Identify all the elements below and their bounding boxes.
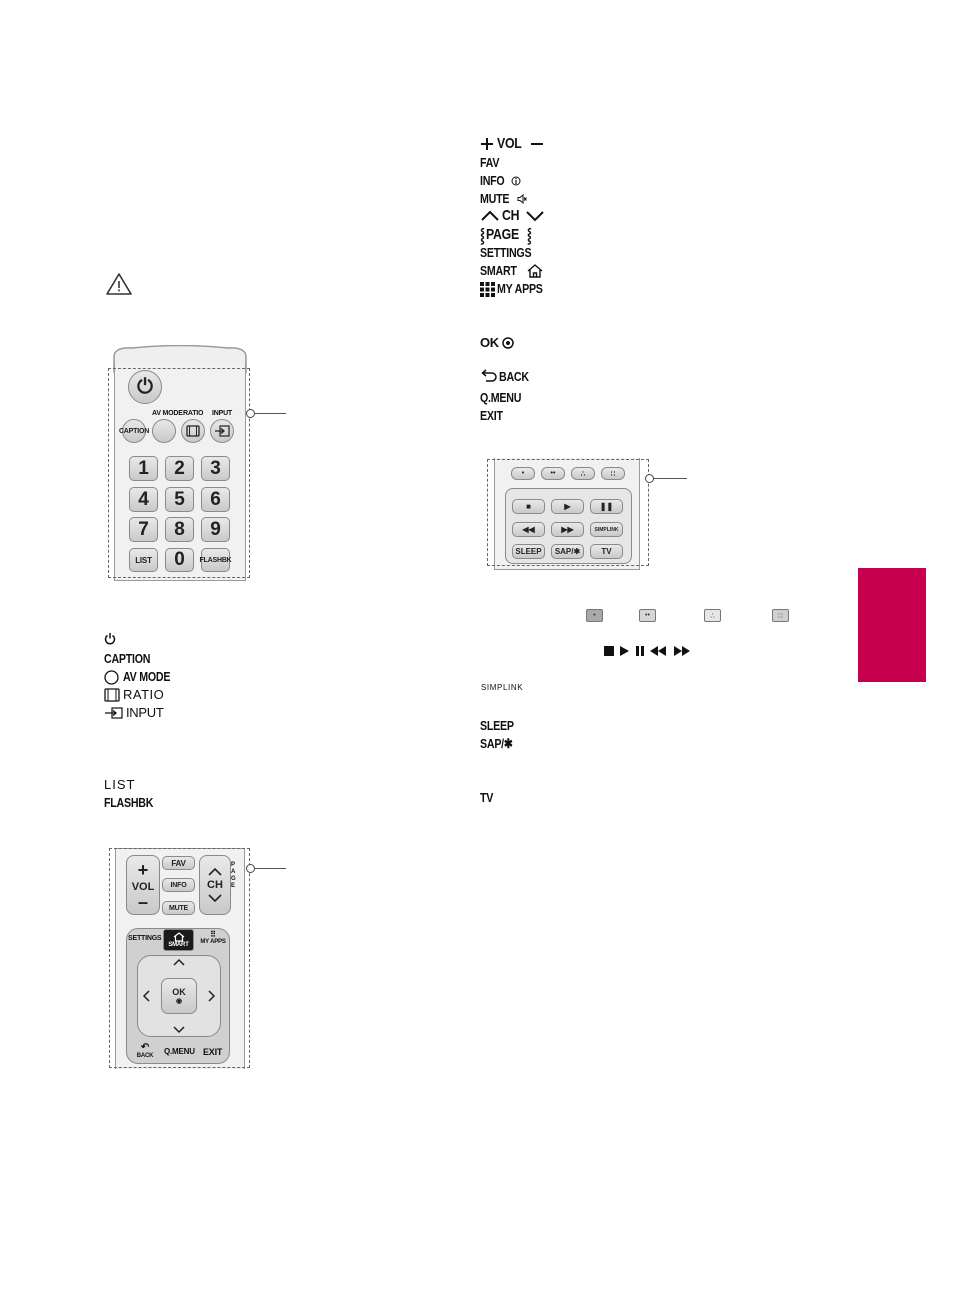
sap-button[interactable]: SAP/✱	[551, 544, 584, 559]
ratio-icon	[186, 425, 200, 437]
dpad-right-icon[interactable]	[207, 989, 216, 1003]
my-apps-row: MY APPS	[480, 281, 553, 297]
stop-button[interactable]: ■	[512, 499, 545, 514]
simplink-label: SIMPLINK	[481, 683, 524, 692]
back-arrow-icon: ↶	[140, 1042, 150, 1053]
back-row: BACK	[480, 369, 535, 385]
number-key-3[interactable]: 3	[201, 456, 230, 481]
callout-line	[254, 413, 286, 414]
back-button[interactable]: ↶ BACK	[134, 1042, 156, 1059]
yellow-color-key[interactable]: ∴	[571, 467, 595, 480]
qmenu-button[interactable]: Q.MENU	[164, 1047, 195, 1056]
red-color-key[interactable]: •	[511, 467, 535, 480]
section-tab	[858, 568, 926, 682]
mute-button[interactable]: MUTE	[162, 901, 195, 915]
list-label: LIST	[104, 777, 136, 792]
callout-line	[254, 868, 286, 869]
blue-color-key[interactable]: ∷	[601, 467, 625, 480]
sap-label: SAP/✱	[480, 736, 513, 751]
number-key-0[interactable]: 0	[165, 548, 194, 572]
pause-button[interactable]: ❚❚	[590, 499, 623, 514]
settings-label: SETTINGS	[480, 245, 532, 260]
av-mode-row	[104, 669, 181, 685]
ok-row: OK	[480, 335, 514, 351]
av-mode-button[interactable]	[152, 419, 176, 443]
callout-line	[653, 478, 687, 479]
rewind-button[interactable]: ◀◀	[512, 522, 545, 537]
page-down-tick-icon: ⸾	[526, 227, 532, 243]
dpad-up-icon[interactable]	[172, 958, 186, 967]
caption-label: CAPTION	[104, 651, 151, 666]
settings-button[interactable]: SETTINGS	[128, 935, 162, 942]
number-key-7[interactable]: 7	[129, 517, 158, 542]
qmenu-label: Q.MENU	[480, 390, 522, 405]
back-arrow-icon	[480, 369, 498, 385]
av-mode-label: AV MODE	[152, 410, 183, 417]
fast-forward-button[interactable]: ▶▶	[551, 522, 584, 537]
home-icon	[527, 264, 543, 278]
power-label-icon	[104, 632, 116, 645]
chevron-up-icon	[207, 867, 223, 877]
minus-icon	[530, 137, 544, 151]
input-label-icon	[104, 706, 124, 720]
exit-button[interactable]: EXIT	[203, 1047, 223, 1057]
input-button[interactable]	[210, 419, 234, 443]
my-apps-button[interactable]: ⠿ MY APPS	[200, 930, 226, 945]
sleep-button[interactable]: SLEEP	[512, 544, 545, 559]
grid-icon: ⠿	[210, 930, 216, 939]
input-text: INPUT	[126, 705, 164, 720]
number-key-2[interactable]: 2	[165, 456, 194, 481]
chevron-up-icon	[480, 210, 500, 222]
av-mode-text: AV MODE	[123, 669, 171, 684]
home-icon	[173, 932, 185, 942]
ratio-button[interactable]	[181, 419, 205, 443]
grid-icon	[480, 282, 495, 297]
ok-circle-icon	[502, 337, 514, 349]
ratio-row	[104, 687, 164, 703]
page-up-tick-icon: ⸾	[480, 227, 485, 243]
number-key-5[interactable]: 5	[165, 487, 194, 512]
ch-row: CH	[480, 208, 545, 224]
input-row	[104, 705, 164, 721]
smart-button[interactable]: SMART	[163, 929, 194, 951]
page-row: ⸾ PAGE ⸾	[480, 226, 532, 243]
tv-label: TV	[480, 790, 494, 805]
channel-rocker[interactable]: CH	[199, 855, 231, 915]
ratio-label: RATIO	[183, 410, 204, 417]
smart-row: SMART	[480, 263, 543, 279]
red-key-swatch: •	[586, 609, 603, 622]
fav-button[interactable]: FAV	[162, 856, 195, 870]
number-key-9[interactable]: 9	[201, 517, 230, 542]
number-key-4[interactable]: 4	[129, 487, 158, 512]
flashbk-label: FLASHBK	[104, 795, 154, 810]
blue-key-swatch: ∷	[772, 609, 789, 622]
ratio-label-icon	[104, 688, 120, 702]
mute-icon	[517, 194, 527, 204]
warning-icon	[105, 272, 133, 296]
dpad-left-icon[interactable]	[142, 989, 151, 1003]
green-color-key[interactable]: ••	[541, 467, 565, 480]
mute-row: MUTE	[480, 191, 527, 207]
playback-icons	[604, 645, 694, 657]
input-icon	[214, 425, 230, 437]
chevron-down-icon	[207, 893, 223, 903]
power-button[interactable]: ⏻	[128, 370, 162, 404]
number-key-1[interactable]: 1	[129, 456, 158, 481]
simplink-button[interactable]: SIMPLINK	[590, 522, 623, 537]
caption-button[interactable]: CAPTION	[122, 419, 146, 443]
tv-button[interactable]: TV	[590, 544, 623, 559]
chevron-down-icon	[525, 210, 545, 222]
green-key-swatch: ••	[639, 609, 656, 622]
exit-label: EXIT	[480, 408, 503, 423]
ok-button[interactable]: OK ◉	[161, 978, 197, 1014]
info-button[interactable]: INFO	[162, 878, 195, 892]
flashbk-button[interactable]: FLASHBK	[201, 548, 230, 572]
av-mode-circle-icon	[104, 670, 119, 685]
number-key-6[interactable]: 6	[201, 487, 230, 512]
info-icon	[511, 176, 521, 186]
fav-label: FAV	[480, 155, 500, 170]
info-row: INFO	[480, 173, 521, 189]
sleep-label: SLEEP	[480, 718, 514, 733]
volume-rocker[interactable]: + VOL –	[126, 855, 160, 915]
yellow-key-swatch: ∴	[704, 609, 721, 622]
dpad-down-icon[interactable]	[172, 1025, 186, 1034]
number-key-8[interactable]: 8	[165, 517, 194, 542]
page-side-label: PAGE	[231, 862, 236, 889]
plus-icon	[480, 137, 494, 151]
vol-row: VOL	[480, 136, 544, 152]
play-button[interactable]: ▶	[551, 499, 584, 514]
ratio-text: RATIO	[123, 687, 165, 702]
input-label: INPUT	[212, 410, 233, 417]
list-button[interactable]: LIST	[129, 548, 158, 572]
